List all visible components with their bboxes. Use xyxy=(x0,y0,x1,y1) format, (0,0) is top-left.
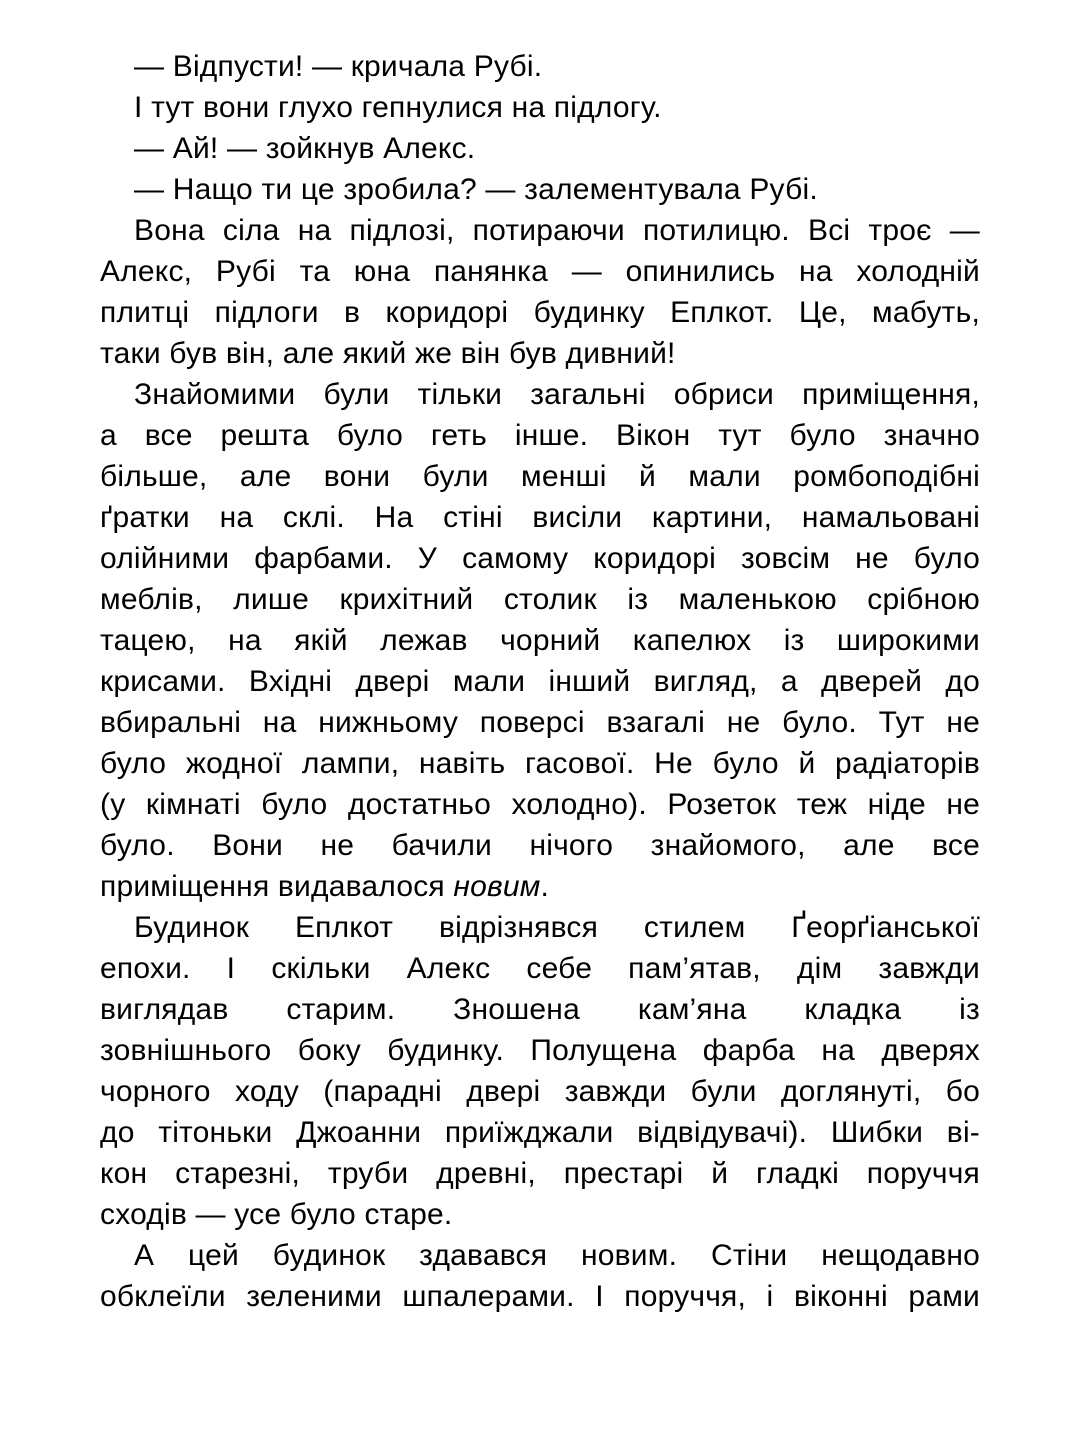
text-line xyxy=(100,702,980,743)
text-line xyxy=(100,743,980,784)
text-line xyxy=(100,497,980,538)
text-line xyxy=(100,989,980,1030)
text-line xyxy=(100,907,980,948)
text-line xyxy=(100,620,980,661)
text-line xyxy=(100,374,980,415)
text-segment: олійними фарбами. У самому коридорі зовсім не було xyxy=(100,542,980,575)
text-segment: І тут вони глухо гепнулися на підлогу. xyxy=(134,91,662,124)
text-segment: Знайомими були тільки загальні обриси приміщення, xyxy=(134,378,980,411)
text-line xyxy=(100,579,980,620)
text-segment: було жодної лампи, навіть гасової. Не було й радіаторів xyxy=(100,747,980,780)
text-segment: плитці підлоги в коридорі будинку Еплкот. Це, мабуть, xyxy=(100,296,980,329)
text-segment: Будинок Еплкот відрізнявся стилем Ґеорґіанської xyxy=(134,911,980,944)
paragraph xyxy=(100,169,980,210)
text-segment: сходів — усе було старе. xyxy=(100,1198,453,1231)
text-line xyxy=(100,210,980,251)
text-line xyxy=(100,1153,980,1194)
text-line xyxy=(100,415,980,456)
text-segment: Вона сіла на підлозі, потираючи потилицю. Всі троє — xyxy=(134,214,980,247)
text-line xyxy=(100,292,980,333)
text-segment: таки був він, але який же він був дивний! xyxy=(100,337,676,370)
text-segment: ґратки на склі. На стіні висіли картини, намальовані xyxy=(100,501,980,534)
text-line xyxy=(100,1194,980,1235)
paragraph xyxy=(100,128,980,169)
text-segment: тацею, на якій лежав чорний капелюх із широкими xyxy=(100,624,980,657)
text-line xyxy=(100,1235,980,1276)
text-line xyxy=(100,169,980,210)
text-line xyxy=(100,1071,980,1112)
text-line xyxy=(100,825,980,866)
paragraph xyxy=(100,907,980,1235)
text-segment: до тітоньки Джоанни приїжджали відвідувачі). Шибки ві- xyxy=(100,1116,980,1149)
emphasized-text-segment: новим xyxy=(453,870,541,903)
paragraph xyxy=(100,374,980,907)
text-segment: — Ай! — зойкнув Алекс. xyxy=(134,132,476,165)
text-segment: обклеїли зеленими шпалерами. І поруччя, і віконні рами xyxy=(100,1280,980,1313)
text-line xyxy=(100,866,980,907)
text-line xyxy=(100,1276,980,1317)
text-segment: чорного ходу (парадні двері завжди були доглянуті, бо xyxy=(100,1075,980,1108)
paragraph xyxy=(100,46,980,87)
text-line xyxy=(100,1030,980,1071)
text-segment: кон старезні, труби древні, престарі й гладкі поруччя xyxy=(100,1157,980,1190)
text-segment: крисами. Вхідні двері мали інший вигляд, а дверей до xyxy=(100,665,980,698)
text-segment: меблів, лише крихітний столик із маленькою срібною xyxy=(100,583,980,616)
text-segment: . xyxy=(540,870,550,903)
text-line xyxy=(100,128,980,169)
text-segment: — Відпусти! — кричала Рубі. xyxy=(134,50,543,83)
text-column xyxy=(100,46,980,1317)
paragraph xyxy=(100,1235,980,1317)
text-segment: епохи. І скільки Алекс себе пам’ятав, дім завжди xyxy=(100,952,980,985)
text-segment: зовнішнього боку будинку. Полущена фарба на дверях xyxy=(100,1034,980,1067)
paragraph xyxy=(100,210,980,374)
text-line xyxy=(100,948,980,989)
text-segment: вбиральні на нижньому поверсі взагалі не було. Тут не xyxy=(100,706,980,739)
paragraph xyxy=(100,87,980,128)
text-segment: виглядав старим. Зношена кам’яна кладка із xyxy=(100,993,980,1026)
text-segment: більше, але вони були менші й мали ромбоподібні xyxy=(100,460,980,493)
text-segment: Алекс, Рубі та юна панянка — опинились на холодній xyxy=(100,255,980,288)
text-line xyxy=(100,46,980,87)
text-segment: А цей будинок здавався новим. Стіни нещодавно xyxy=(134,1239,980,1272)
text-segment: було. Вони не бачили нічого знайомого, але все xyxy=(100,829,980,862)
text-line xyxy=(100,784,980,825)
text-line xyxy=(100,251,980,292)
text-segment: а все решта було геть інше. Вікон тут було значно xyxy=(100,419,980,452)
text-line xyxy=(100,1112,980,1153)
text-segment: — Нащо ти це зробила? — залементувала Рубі. xyxy=(134,173,818,206)
text-line xyxy=(100,661,980,702)
text-line xyxy=(100,333,980,374)
text-line xyxy=(100,538,980,579)
text-line xyxy=(100,87,980,128)
text-segment: приміщення видавалося xyxy=(100,870,454,903)
text-segment: (у кімнаті було достатньо холодно). Розеток теж ніде не xyxy=(100,788,980,821)
text-line xyxy=(100,456,980,497)
